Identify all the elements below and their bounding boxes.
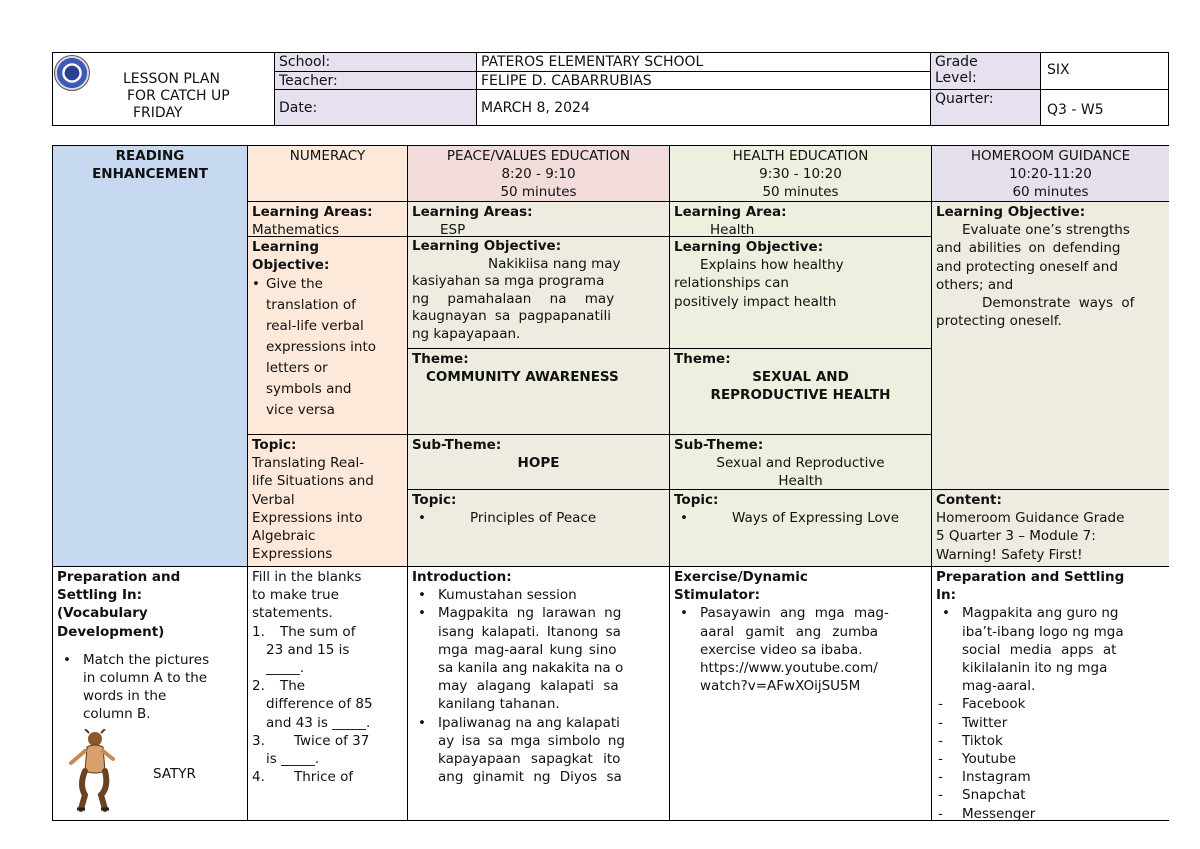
app-item: - Snapchat xyxy=(936,786,1165,804)
health-exercise-cell: Exercise/Dynamic Stimulator: • Pasayawin ang mga mag- aaral gamit ang zumba exercise video sa ibaba. https://www.youtube.com/ watch?v=AFwXOijSU5M xyxy=(670,567,932,821)
peace-objective-cell: Learning Objective: Nakikiisa nang may kasiyahan sa mga programa ng pamahalaan na may kaugnayan sa pagpapanatili ng kapayapaan. xyxy=(408,237,670,349)
exercise-bullet: • Pasayawin ang mga mag- aaral gamit ang zumba exercise video sa ibaba. https://www.youtube.com/ watch?v=AFwXOijSU5M xyxy=(674,604,927,695)
peace-theme-cell: Theme: COMMUNITY AWARENESS xyxy=(408,349,670,435)
app-item: - Facebook xyxy=(936,695,1165,713)
numeracy-topic-cell: Topic: Translating Real- life Situations and Verbal Expressions into Algebraic Expressions xyxy=(248,435,408,567)
reading-match-instruction: • Match the pictures in column A to the words in the column B. xyxy=(57,651,243,724)
health-topic-cell: Topic: • Ways of Expressing Love xyxy=(670,490,932,567)
app-item: - Messenger xyxy=(936,805,1165,821)
health-objective-cell: Learning Objective: Explains how healthy relationships can positively impact health xyxy=(670,237,932,349)
numeracy-item-2: 2. The difference of 85 and 43 is _____. xyxy=(252,678,373,731)
peace-introduction-cell: Introduction: • Kumustahan session • Magpakita ng larawan ng isang kalapati. Itanong sa mga mag-aaral kung sino sa kanila ang nakakita na o may alagang kalapati sa kanilang tahanan. • Ipaliwanag na ang kalapati ay isa sa mga simbolo ng kapayapaan sapagkat ito ang ginamit ng Diyos sa xyxy=(408,567,670,821)
teacher-value: FELIPE D. CABARRUBIAS xyxy=(477,72,931,90)
homeroom-prep-bullet: • Magpakita ang guro ng iba’t-ibang logo ng mga social media apps at kikilalanin ito ng mga mag-aaral. xyxy=(936,604,1165,695)
numeracy-item-3: 3. Twice of 37 is _____. xyxy=(252,732,370,768)
app-item: - Tiktok xyxy=(936,732,1165,750)
app-item: - Youtube xyxy=(936,750,1165,768)
schedule-table xyxy=(52,145,1169,821)
date-value: MARCH 8, 2024 xyxy=(477,90,931,126)
quarter-label: Quarter: xyxy=(931,90,1041,126)
health-education-header: HEALTH EDUCATION 9:30 - 10:20 50 minutes xyxy=(670,146,932,202)
numeracy-objective-cell: Learning Objective: • Give the translation of real-life verbal expressions into letters or symbols and vice versa xyxy=(248,237,408,435)
header-table xyxy=(52,52,1169,126)
intro-bullet-2: • Magpakita ng larawan ng isang kalapati. Itanong sa mga mag-aaral kung sino sa kanila ang nakakita na o may alagang kalapati sa kanilang tahanan. xyxy=(412,604,665,713)
satyr-picture xyxy=(65,729,117,813)
reading-prep-title: Preparation and Settling In: (Vocabulary Development) xyxy=(57,569,181,640)
peace-subtheme-cell: Sub-Theme: HOPE xyxy=(408,435,670,490)
date-label: Date: xyxy=(275,90,477,126)
reading-enhancement-header: READING ENHANCEMENT xyxy=(53,146,248,567)
satyr-word: SATYR xyxy=(153,766,196,782)
grade-value: SIX xyxy=(1041,53,1169,90)
numeracy-activity-cell: Fill in the blanks to make true statements. 1. The sum of 23 and 15 is _____. 2. The difference of 85 and 43 is _____. 3. Twice of 37 is _____. 4. Thrice of xyxy=(248,567,408,821)
health-theme-cell: Theme: SEXUAL AND REPRODUCTIVE HEALTH xyxy=(670,349,932,435)
lesson-title-line1: LESSON PLAN xyxy=(123,71,220,87)
lesson-title-cell xyxy=(53,53,275,126)
peace-values-header: PEACE/VALUES EDUCATION 8:20 - 9:10 50 minutes xyxy=(408,146,670,202)
numeracy-item-1: 1. The sum of 23 and 15 is _____. xyxy=(252,623,356,677)
intro-bullet-1: • Kumustahan session xyxy=(412,586,665,604)
reading-activity-cell xyxy=(53,567,248,821)
lesson-title-line2: FOR CATCH UP xyxy=(127,88,230,104)
intro-bullet-3: • Ipaliwanag na ang kalapati ay isa sa mga simbolo ng kapayapaan sapagkat ito ang ginamit ng Diyos sa xyxy=(412,714,665,787)
homeroom-guidance-header: HOMEROOM GUIDANCE 10:20-11:20 60 minutes xyxy=(932,146,1169,202)
homeroom-prep-cell: Preparation and Settling In: • Magpakita ang guro ng iba’t-ibang logo ng mga social media apps at kikilalanin ito ng mga mag-aaral. - Facebook - Twitter - Tiktok - Youtube - Instagram - Snapchat - Messenger xyxy=(932,567,1169,821)
deped-seal-logo xyxy=(54,55,90,91)
peace-areas-cell: Learning Areas: ESP xyxy=(408,202,670,237)
numeracy-item-4: 4. Thrice of xyxy=(252,769,354,786)
school-value: PATEROS ELEMENTARY SCHOOL xyxy=(477,53,931,72)
health-area-cell: Learning Area: Health xyxy=(670,202,932,237)
grade-level-label: Grade Level: xyxy=(931,53,1041,90)
peace-topic-cell: Topic: • Principles of Peace xyxy=(408,490,670,567)
numeracy-areas-cell: Learning Areas: Mathematics xyxy=(248,202,408,237)
school-label: School: xyxy=(275,53,477,72)
numeracy-objective-bullet: • Give the translation of real-life verbal expressions into letters or symbols and vice versa xyxy=(252,274,403,421)
health-subtheme-cell: Sub-Theme: Sexual and Reproductive Health xyxy=(670,435,932,490)
homeroom-objective-cell: Learning Objective: Evaluate one’s strengths and abilities on defending and protecting oneself and others; and Demonstrate ways of protecting oneself. xyxy=(932,202,1169,490)
teacher-label: Teacher: xyxy=(275,72,477,90)
lesson-title-line3: FRIDAY xyxy=(133,105,183,121)
quarter-value: Q3 - W5 xyxy=(1041,90,1169,126)
app-item: - Twitter xyxy=(936,714,1165,732)
numeracy-header: NUMERACY xyxy=(248,146,408,202)
app-item: - Instagram xyxy=(936,768,1165,786)
homeroom-content-cell: Content: Homeroom Guidance Grade 5 Quarter 3 – Module 7: Warning! Safety First! xyxy=(932,490,1169,567)
